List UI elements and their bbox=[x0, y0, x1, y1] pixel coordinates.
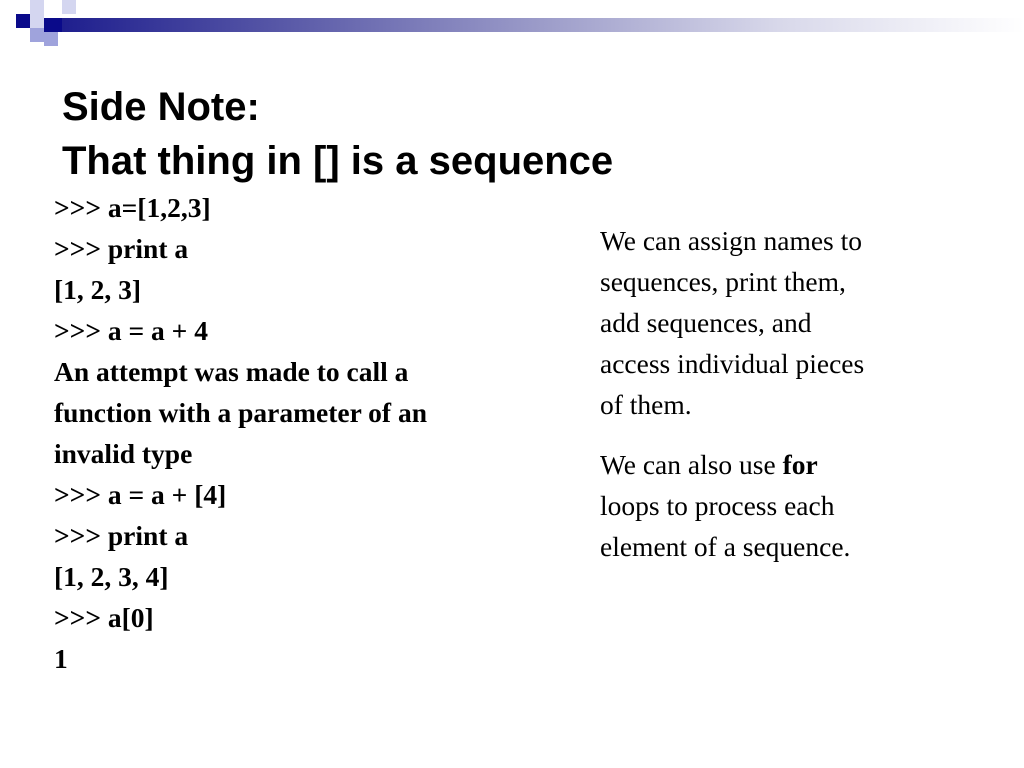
code-line: function with a parameter of an bbox=[54, 397, 428, 428]
paragraph-line: of them. bbox=[600, 389, 692, 420]
code-line: >>> print a bbox=[54, 233, 189, 264]
header-square-periwinkle-1 bbox=[30, 28, 44, 42]
code-line: >>> print a bbox=[54, 520, 189, 551]
paragraph-line: add sequences, and bbox=[600, 307, 812, 338]
code-line: An attempt was made to call a bbox=[54, 356, 409, 387]
header-square-lavender-1 bbox=[30, 0, 44, 14]
paragraph-text: We can also use bbox=[600, 449, 783, 480]
header-square-navy-1 bbox=[16, 14, 30, 28]
code-line: invalid type bbox=[54, 438, 193, 469]
paragraph-line: element of a sequence. bbox=[600, 531, 851, 562]
code-transcript bbox=[54, 187, 554, 679]
code-line: >>> a = a + [4] bbox=[54, 479, 227, 510]
paragraph-line: loops to process each bbox=[600, 490, 835, 521]
header-square-navy-2 bbox=[44, 18, 62, 32]
keyword-for: for bbox=[782, 449, 818, 480]
header-square-lavender-3 bbox=[62, 0, 76, 14]
code-line: >>> a = a + 4 bbox=[54, 315, 208, 346]
paragraph-line: We can assign names to bbox=[600, 225, 863, 256]
header-square-periwinkle-2 bbox=[44, 32, 58, 46]
slide-title bbox=[62, 80, 613, 188]
paragraph-line: sequences, print them, bbox=[600, 266, 846, 297]
paragraph-line: access individual pieces bbox=[600, 348, 865, 379]
header-square-lavender-2 bbox=[30, 14, 44, 28]
code-line: 1 bbox=[54, 643, 68, 674]
explanation-paragraph-1 bbox=[600, 220, 970, 425]
code-line: >>> a[0] bbox=[54, 602, 154, 633]
explanation-paragraph-2 bbox=[600, 444, 970, 567]
code-line: >>> a=[1,2,3] bbox=[54, 192, 211, 223]
paragraph-line bbox=[600, 444, 970, 485]
title-line-1: Side Note: bbox=[62, 85, 260, 129]
header-gradient-bar bbox=[44, 18, 1024, 32]
code-line: [1, 2, 3] bbox=[54, 274, 142, 305]
explanation-text bbox=[600, 220, 970, 567]
title-line-2: That thing in [] is a sequence bbox=[62, 139, 614, 183]
code-line: [1, 2, 3, 4] bbox=[54, 561, 169, 592]
